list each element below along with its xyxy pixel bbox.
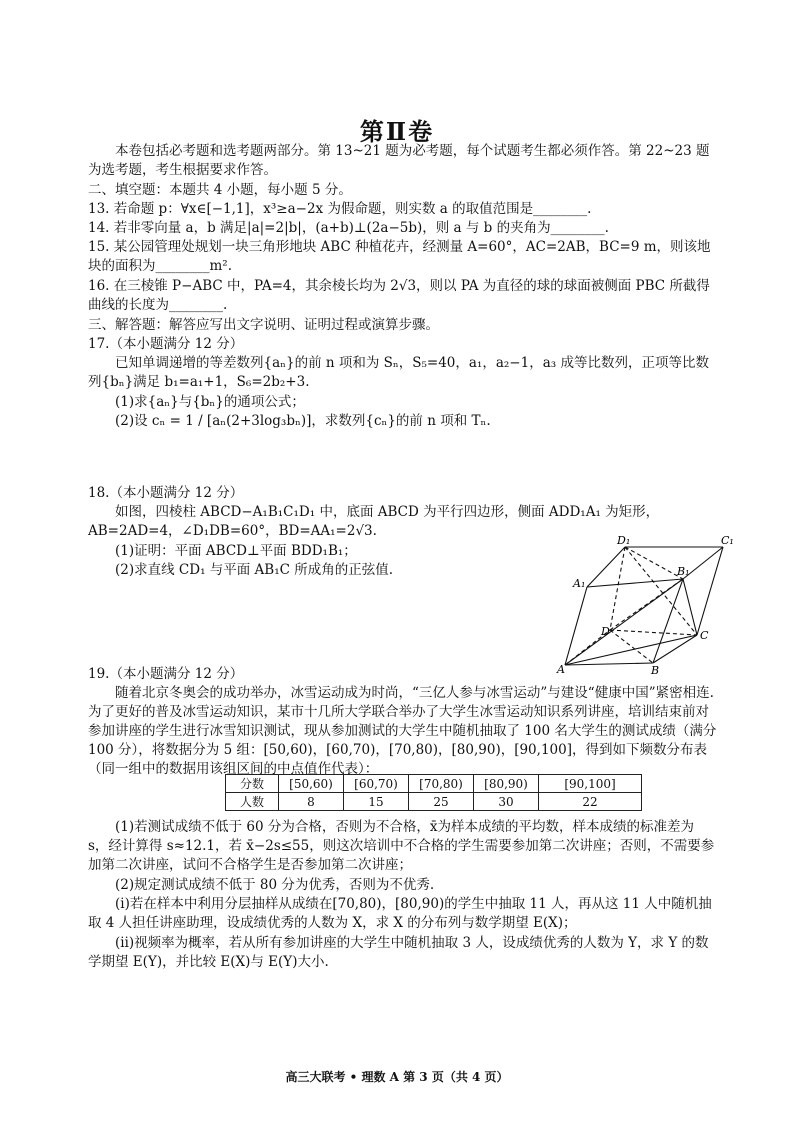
section-fill-in-heading: 二、填空题：本题共 4 小题，每小题 5 分。 — [88, 182, 352, 198]
prism-figure — [555, 535, 735, 675]
diag-d1b1 — [625, 547, 683, 579]
page-footer: 高三大联考 • 理数 A 第 3 页（共 4 页） — [285, 1070, 509, 1084]
question-15: 15. 某公园管理处规划一块三角形地块 ABC 种植花卉，经测量 A=60°，AC=2AB，BC=9 m，则该地块的面积为________m². — [88, 239, 711, 274]
table-header-cell: [90,100] — [539, 775, 642, 793]
table-cell: 15 — [344, 793, 409, 811]
table-cell: 8 — [279, 793, 344, 811]
question-19-part-2-i: (ⅰ)若在样本中利用分层抽样从成绩在[70,80)，[80,90)的学生中抽取 11 人，再从这 11 人中随机抽取 4 人担任讲座助理，设成绩优秀的人数为 X，求 X 的分布列与数学期望 E(X)； — [88, 896, 712, 931]
edge-a1a — [565, 587, 587, 665]
question-18-heading: 18.（本小题满分 12 分） — [88, 485, 244, 501]
question-14: 14. 若非零向量 a，b 满足|a|=2|b|，(a+b)⊥(2a−5b)，则 a 与 b 的夹角为________. — [88, 220, 609, 236]
table-header-cell: [60,70) — [344, 775, 409, 793]
intro-text: 本卷包括必考题和选考题两部分。第 13~21 题为必考题，每个试题考生都必须作答。第 22~23 题为选考题，考生根据要求作答。 — [88, 143, 710, 178]
table-cell: 25 — [409, 793, 474, 811]
table-cell: 人数 — [226, 793, 279, 811]
question-19-body: 随着北京冬奥会的成功举办，冰雪运动成为时尚，“三亿人参与冰雪运动”与建设“健康中国”紧密相连. 为了更好的普及冰雪运动知识，某市十几所大学联合举办了大学生冰雪运动知识系列讲座，培训结束前对参加讲座的学生进行冰雪知识测试，现从参加测试的大学生中随机抽取了 100 名大学生的测试成绩（满分 100 分），将数据分为 5 组：[50,60)，[60,70)，[70,80)，[80,90)，[90,100]，得到如下频数分布表（同一组中的数据用该组区间的中点值作代表）： — [88, 685, 721, 777]
edge-b1b — [653, 579, 683, 663]
frequency-table — [225, 774, 642, 811]
question-18-part-2: (2)求直线 CD₁ 与平面 AB₁C 所成角的正弦值. — [115, 562, 394, 578]
edge-c1c — [697, 547, 723, 635]
label-b: B — [651, 664, 660, 675]
table-row — [226, 775, 642, 793]
question-19-part-2: (2)规定测试成绩不低于 80 分为优秀，否则为不优秀. — [115, 877, 435, 893]
edge-d1a1 — [587, 547, 625, 587]
question-19-part-2-ii: (ⅱ)视频率为概率，若从所有参加讲座的大学生中随机抽取 3 人，设成绩优秀的人数为 Y，求 Y 的数学期望 E(Y)，并比较 E(X)与 E(Y)大小. — [88, 935, 709, 970]
question-18-body: 如图，四棱柱 ABCD−A₁B₁C₁D₁ 中，底面 ABCD 为平行四边形，侧面 ADD₁A₁ 为矩形，AB=2AD=4，∠D₁DB=60°，BD=AA₁=2√3. — [88, 504, 660, 539]
table-cell: 30 — [474, 793, 539, 811]
table-header-cell: 分数 — [226, 775, 279, 793]
question-19-heading: 19.（本小题满分 12 分） — [88, 666, 244, 682]
edge-d1d — [610, 547, 625, 630]
label-c: C — [700, 629, 709, 642]
question-17-heading: 17.（本小题满分 12 分） — [88, 336, 244, 352]
label-a1: A₁ — [573, 577, 586, 590]
table-header-cell: [80,90) — [474, 775, 539, 793]
table-header-cell: [50,60) — [279, 775, 344, 793]
label-d: D — [601, 625, 610, 638]
section-answer-heading: 三、解答题：解答应写出文字说明、证明过程或演算步骤。 — [88, 317, 439, 333]
question-17-body: 已知单调递增的等差数列{aₙ}的前 n 项和为 Sₙ，S₅=40，a₁，a₂−1，a₃ 成等比数列，正项等比数列{bₙ}满足 b₁=a₁+1，S₆=2b₂+3. — [88, 355, 709, 390]
table-cell: 22 — [539, 793, 642, 811]
diag-b1c — [683, 579, 697, 635]
edge-bc — [653, 635, 697, 663]
page-title: 第Ⅱ卷 — [359, 117, 435, 146]
question-16: 16. 在三棱锥 P−ABC 中，PA=4，其余棱长均为 2√3，则以 PA 为直径的球的球面被侧面 PBC 所截得曲线的长度为________. — [88, 278, 710, 313]
question-17-part-1: (1)求{aₙ}与{bₙ}的通项公式； — [115, 394, 305, 410]
edge-dc — [610, 630, 697, 635]
table-row — [226, 793, 642, 811]
question-13: 13. 若命题 p：∀x∈[−1,1]，x³≥a−2x 为假命题，则实数 a 的取值范围是________. — [88, 201, 592, 217]
label-a: A — [557, 663, 565, 675]
label-b1: B₁ — [677, 565, 690, 578]
edge-a1b1 — [587, 579, 683, 587]
question-19-part-1: (1)若测试成绩不低于 60 分为合格，否则为不合格，x̄为样本成绩的平均数，样本成绩的标准差为 s，经计算得 s≈12.1，若 x̄−2s≤55，则这次培训中不合格的学生需要参加第二次讲座；否则，不需要参加第二次讲座，试问不合格学生是否参加第二次讲座； — [88, 819, 715, 873]
label-c1: C₁ — [721, 535, 734, 547]
table-header-cell: [70,80) — [409, 775, 474, 793]
question-18-part-1: (1)证明：平面 ABCD⊥平面 BDD₁B₁； — [115, 543, 357, 559]
label-d1: D₁ — [617, 535, 631, 547]
question-17-part-2: (2)设 cₙ = 1 / [aₙ(2+3log₃bₙ)]，求数列{cₙ}的前 n 项和 Tₙ. — [115, 413, 491, 429]
